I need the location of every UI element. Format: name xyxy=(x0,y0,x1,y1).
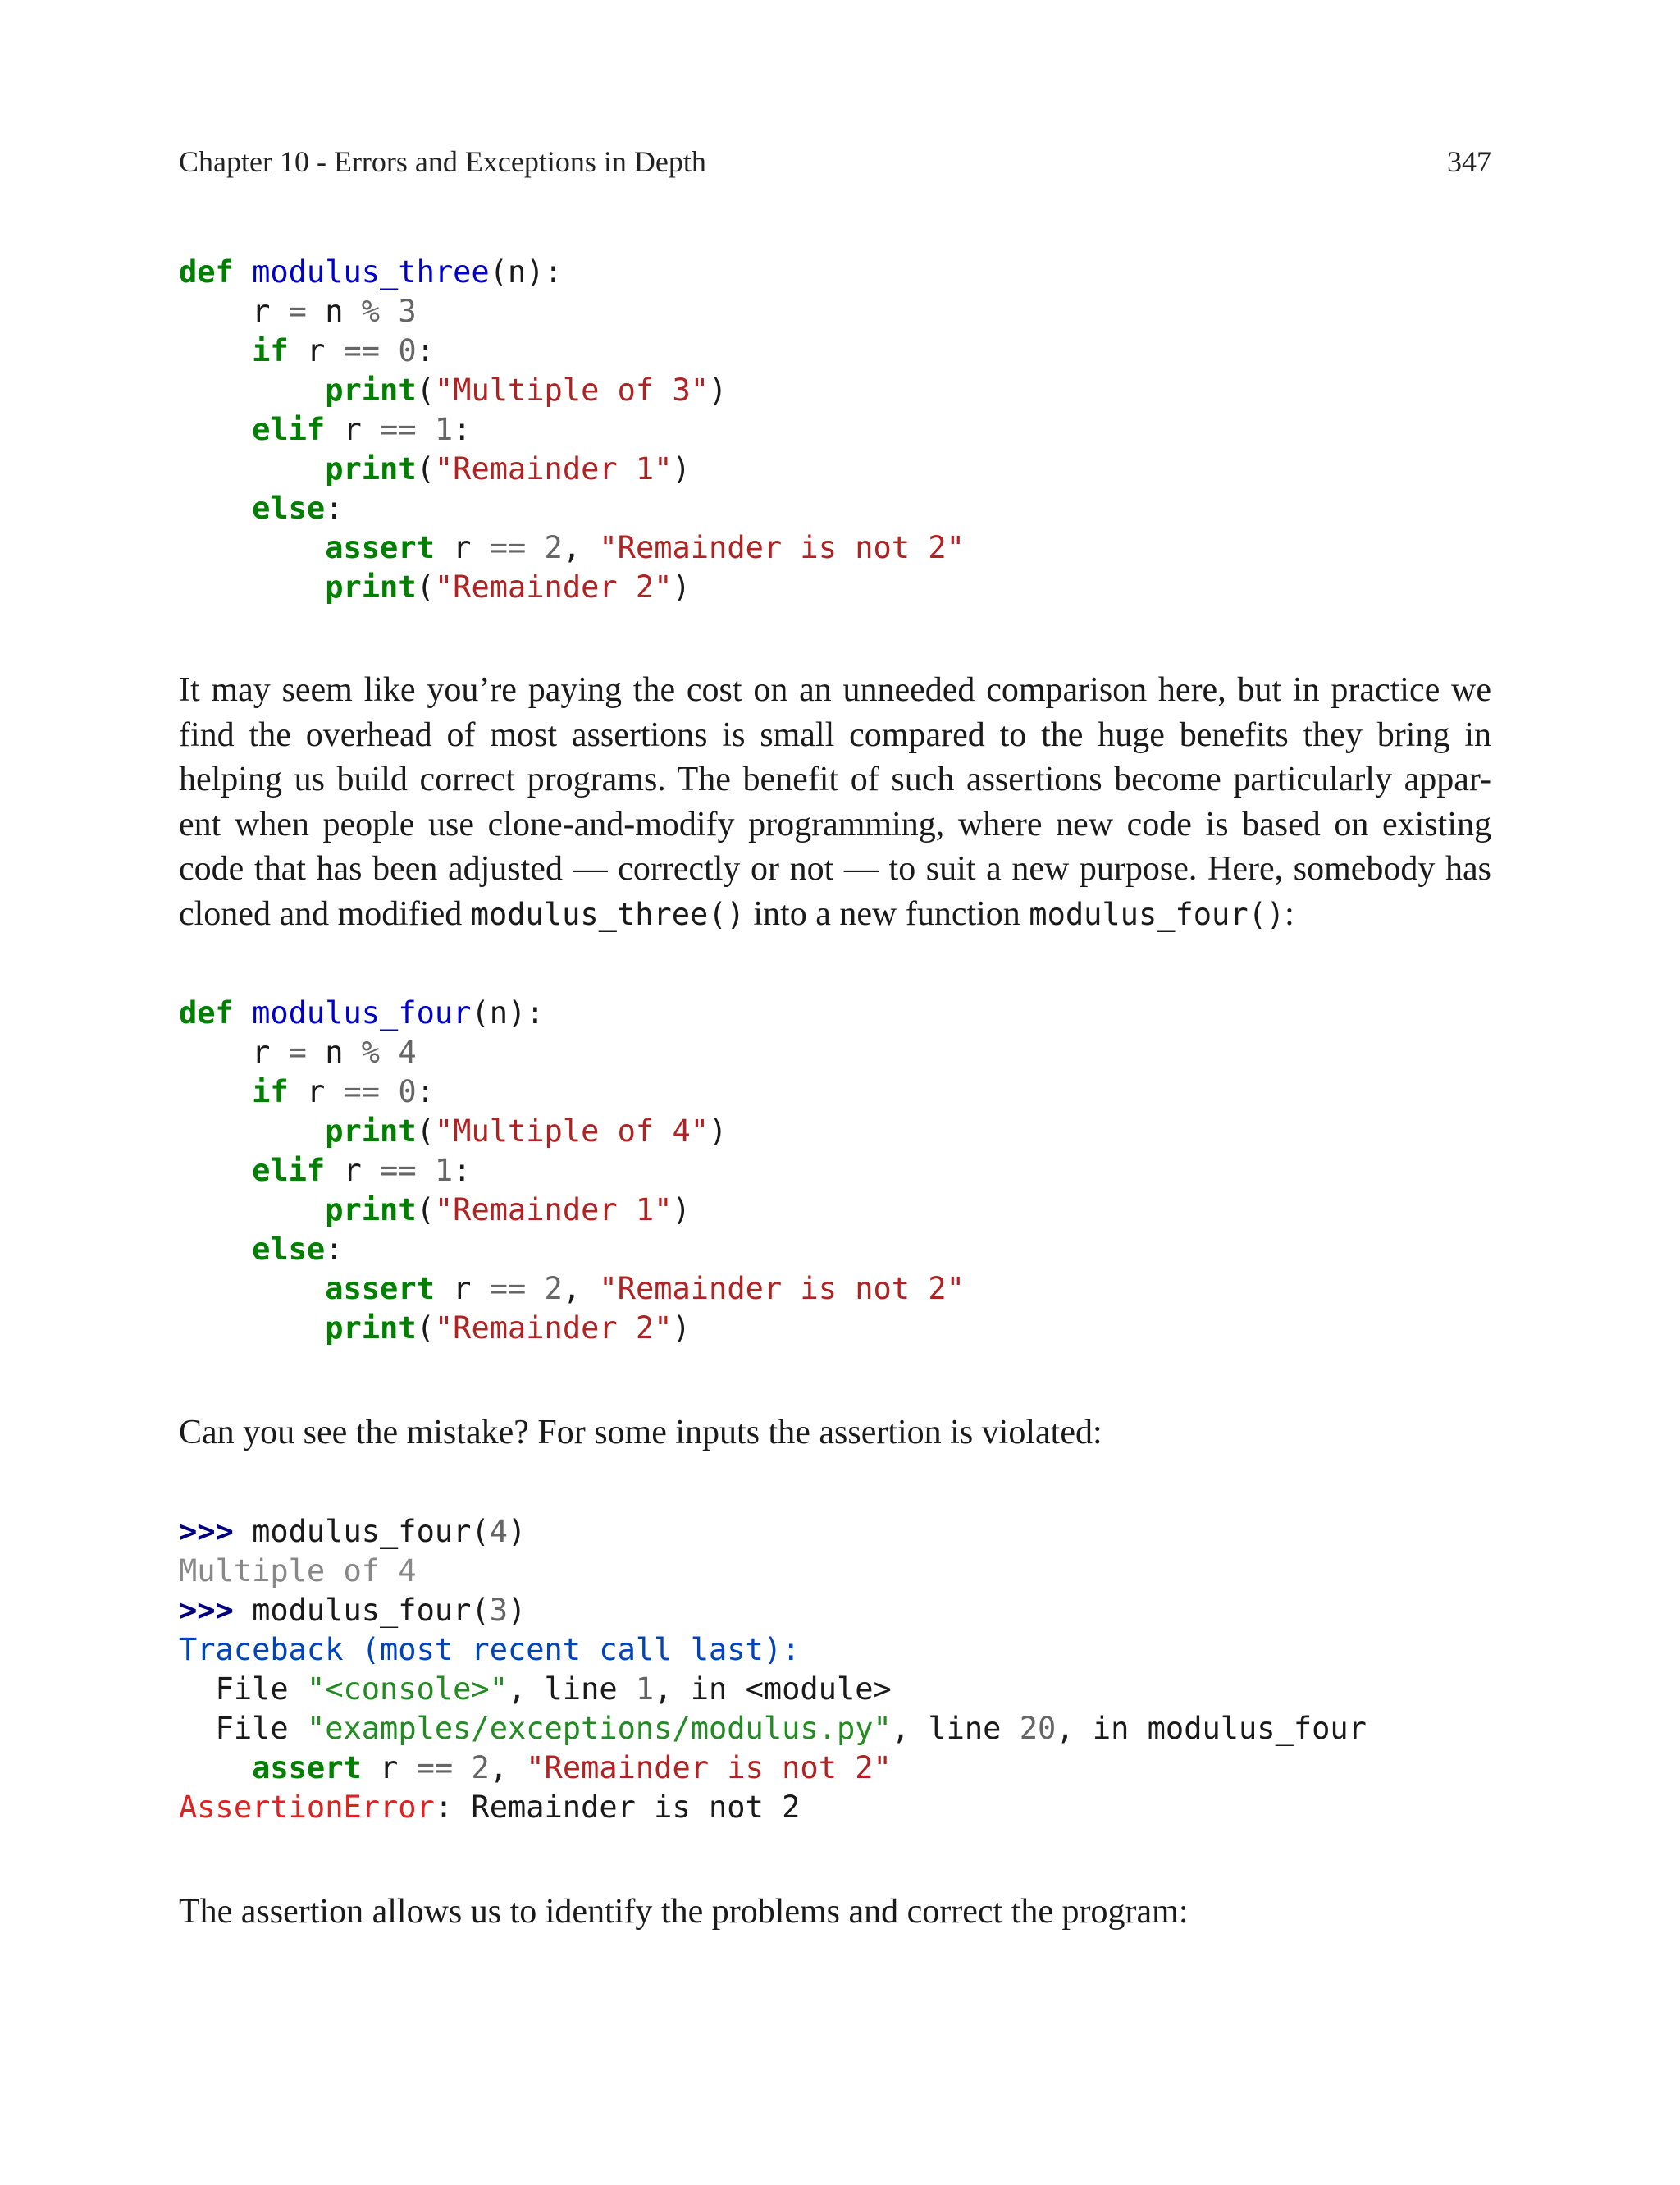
code-text: ( xyxy=(416,1113,435,1149)
code-text: ) xyxy=(507,1514,527,1549)
code-line xyxy=(179,1033,965,1072)
code-text: ( xyxy=(416,1310,435,1346)
operator-token: % xyxy=(361,1035,381,1070)
code-text xyxy=(234,995,252,1031)
page-number: 347 xyxy=(1447,145,1491,178)
code-text xyxy=(179,1153,252,1188)
code-text: (n): xyxy=(471,995,545,1031)
code-text: modulus_four( xyxy=(233,1593,490,1628)
code-line xyxy=(179,450,965,489)
code-text: : xyxy=(325,1232,344,1267)
code-text: r xyxy=(434,1271,490,1306)
keyword-token: else xyxy=(252,491,326,526)
code-text: ) xyxy=(507,1593,527,1628)
code-line xyxy=(179,1552,1367,1591)
code-text: r xyxy=(179,294,289,329)
code-text: : xyxy=(453,412,472,447)
code-text: ) xyxy=(709,373,728,408)
number-token: 1 xyxy=(635,1671,655,1707)
code-line xyxy=(179,994,965,1033)
code-text: , xyxy=(489,1750,527,1785)
code-line xyxy=(179,1512,1367,1552)
code-text: ) xyxy=(672,451,691,487)
paragraph-text: : xyxy=(1285,894,1294,933)
prompt-token: >>> xyxy=(179,1514,234,1549)
code-text: , in <module> xyxy=(654,1671,892,1707)
error-name-token: AssertionError xyxy=(179,1790,435,1825)
code-text: modulus_four( xyxy=(233,1514,490,1549)
code-text xyxy=(179,412,252,447)
code-text: ) xyxy=(672,569,691,605)
keyword-token: def xyxy=(179,254,234,290)
string-token: "Multiple of 4" xyxy=(434,1113,710,1149)
code-line xyxy=(179,489,965,528)
code-line xyxy=(179,292,965,331)
function-name-token: modulus_four xyxy=(252,995,472,1031)
operator-token: == xyxy=(380,1153,417,1188)
keyword-token: print xyxy=(325,373,417,408)
code-text: r xyxy=(179,1035,289,1070)
code-line xyxy=(179,1709,1367,1748)
code-text xyxy=(526,1271,544,1306)
code-line xyxy=(179,371,965,410)
paragraph-assertion-allows xyxy=(179,1890,1491,1935)
string-token: "Remainder 2" xyxy=(434,569,673,605)
prompt-token: >>> xyxy=(179,1593,234,1628)
code-text: ) xyxy=(709,1113,728,1149)
number-token: 2 xyxy=(544,530,563,565)
file-path-string: "<console>" xyxy=(306,1671,508,1707)
keyword-token: print xyxy=(325,1113,417,1149)
operator-token: == xyxy=(380,412,417,447)
code-text: n xyxy=(306,294,362,329)
code-text: , xyxy=(562,530,600,565)
code-line xyxy=(179,568,965,607)
code-text: n xyxy=(306,1035,362,1070)
code-text: File xyxy=(179,1711,307,1746)
number-token: 4 xyxy=(398,1035,417,1070)
keyword-token: print xyxy=(325,569,417,605)
code-text xyxy=(417,1153,435,1188)
code-text xyxy=(179,333,252,368)
operator-token: == xyxy=(343,333,381,368)
paragraph-text: The assertion allows us to identify the problems and correct the program: xyxy=(179,1893,1189,1931)
code-line xyxy=(179,1269,965,1309)
code-text: ) xyxy=(672,1310,691,1346)
running-header xyxy=(179,144,1491,179)
keyword-token: assert xyxy=(325,1271,435,1306)
string-token: "Remainder 1" xyxy=(434,451,673,487)
code-text xyxy=(417,412,435,447)
code-line xyxy=(179,253,965,292)
code-text xyxy=(179,451,325,487)
console-session-block xyxy=(179,1512,1367,1827)
code-line xyxy=(179,1072,965,1112)
code-block-modulus-four xyxy=(179,994,965,1348)
function-name-token: modulus_three xyxy=(252,254,490,290)
string-token: "Multiple of 3" xyxy=(434,373,710,408)
chapter-title: Chapter 10 - Errors and Exceptions in Depth xyxy=(179,145,706,178)
string-token: "Remainder is not 2" xyxy=(599,1271,965,1306)
code-text xyxy=(179,569,325,605)
code-text: r xyxy=(361,1750,417,1785)
number-token: 2 xyxy=(544,1271,563,1306)
keyword-token: elif xyxy=(252,1153,326,1188)
code-text xyxy=(179,1113,325,1149)
keyword-token: else xyxy=(252,1232,326,1267)
traceback-header: Traceback (most recent call last): xyxy=(179,1632,801,1667)
keyword-token: assert xyxy=(252,1750,362,1785)
operator-token: == xyxy=(489,530,527,565)
code-text: ( xyxy=(416,373,435,408)
string-token: "Remainder 1" xyxy=(434,1192,673,1227)
code-text xyxy=(380,1074,398,1109)
operator-token: = xyxy=(288,294,307,329)
code-text xyxy=(179,530,325,565)
code-text: ( xyxy=(416,1192,435,1227)
code-text xyxy=(380,294,398,329)
operator-token: == xyxy=(343,1074,381,1109)
code-line xyxy=(179,410,965,450)
code-line xyxy=(179,528,965,568)
keyword-token: if xyxy=(252,333,289,368)
operator-token: == xyxy=(489,1271,527,1306)
code-text: ( xyxy=(416,451,435,487)
code-line xyxy=(179,1112,965,1151)
inline-code: modulus_three() xyxy=(470,896,745,932)
keyword-token: print xyxy=(325,1310,417,1346)
number-token: 3 xyxy=(398,294,417,329)
code-text: , xyxy=(562,1271,600,1306)
code-text: File xyxy=(179,1671,307,1707)
number-token: 1 xyxy=(434,1153,454,1188)
code-text: : xyxy=(416,333,435,368)
code-text: ( xyxy=(416,569,435,605)
code-text xyxy=(179,1074,252,1109)
number-token: 0 xyxy=(398,333,417,368)
code-text: , line xyxy=(891,1711,1020,1746)
string-token: "Remainder is not 2" xyxy=(599,530,965,565)
keyword-token: def xyxy=(179,995,234,1031)
output-text: Multiple of 4 xyxy=(179,1553,417,1588)
code-text: : xyxy=(325,491,344,526)
paragraph-clone-and-modify xyxy=(179,668,1491,937)
code-text xyxy=(179,1192,325,1227)
code-line xyxy=(179,1309,965,1348)
operator-token: == xyxy=(416,1750,454,1785)
code-line xyxy=(179,1630,1367,1670)
code-line xyxy=(179,1670,1367,1709)
code-text: ) xyxy=(672,1192,691,1227)
keyword-token: assert xyxy=(325,530,435,565)
code-text: r xyxy=(325,1153,381,1188)
code-line xyxy=(179,331,965,371)
number-token: 1 xyxy=(434,412,454,447)
code-line xyxy=(179,1151,965,1191)
code-text xyxy=(380,333,398,368)
code-text: , line xyxy=(507,1671,636,1707)
string-token: "Remainder 2" xyxy=(434,1310,673,1346)
number-token: 0 xyxy=(398,1074,417,1109)
code-text xyxy=(179,1310,325,1346)
code-text xyxy=(380,1035,398,1070)
code-text: r xyxy=(288,333,344,368)
code-line xyxy=(179,1748,1367,1788)
paragraph-text: It may seem like you’re paying the cost on an unneeded comparison here, but in practice we find the overhead of most assertions is small compared to the huge benefits they bring in helping us build correct programs. The benefit of such assertions become particularly appar-ent when people use clone-and-modify programming, where new code is based on existing code that has been adjusted — correctly or not — to suit a new purpose. Here, somebody has cloned and modified xyxy=(179,671,1491,933)
number-token: 3 xyxy=(489,1593,508,1628)
code-text xyxy=(179,1750,252,1785)
paragraph-text: Can you see the mistake? For some inputs the assertion is violated: xyxy=(179,1414,1102,1451)
code-text xyxy=(179,1271,325,1306)
paragraph-text: into a new function xyxy=(744,894,1029,933)
code-text: : Remainder is not 2 xyxy=(434,1790,801,1825)
code-text xyxy=(234,254,252,290)
operator-token: % xyxy=(361,294,381,329)
code-line xyxy=(179,1191,965,1230)
string-token: "Remainder is not 2" xyxy=(526,1750,892,1785)
code-text: r xyxy=(288,1074,344,1109)
code-line xyxy=(179,1591,1367,1630)
keyword-token: print xyxy=(325,451,417,487)
code-text: r xyxy=(434,530,490,565)
keyword-token: print xyxy=(325,1192,417,1227)
keyword-token: elif xyxy=(252,412,326,447)
file-path-string: "examples/exceptions/modulus.py" xyxy=(306,1711,892,1746)
code-block-modulus-three xyxy=(179,253,965,607)
code-line xyxy=(179,1230,965,1269)
number-token: 2 xyxy=(471,1750,490,1785)
number-token: 20 xyxy=(1019,1711,1057,1746)
code-text xyxy=(179,1232,252,1267)
inline-code: modulus_four() xyxy=(1029,896,1285,932)
code-text xyxy=(179,373,325,408)
code-text xyxy=(453,1750,471,1785)
code-text: : xyxy=(453,1153,472,1188)
code-text: r xyxy=(325,412,381,447)
code-text xyxy=(179,491,252,526)
code-text: : xyxy=(416,1074,435,1109)
code-text xyxy=(526,530,544,565)
paragraph-see-the-mistake xyxy=(179,1410,1491,1456)
number-token: 4 xyxy=(489,1514,508,1549)
operator-token: = xyxy=(288,1035,307,1070)
code-line xyxy=(179,1788,1367,1827)
code-text: , in modulus_four xyxy=(1056,1711,1367,1746)
keyword-token: if xyxy=(252,1074,289,1109)
code-text: (n): xyxy=(489,254,563,290)
